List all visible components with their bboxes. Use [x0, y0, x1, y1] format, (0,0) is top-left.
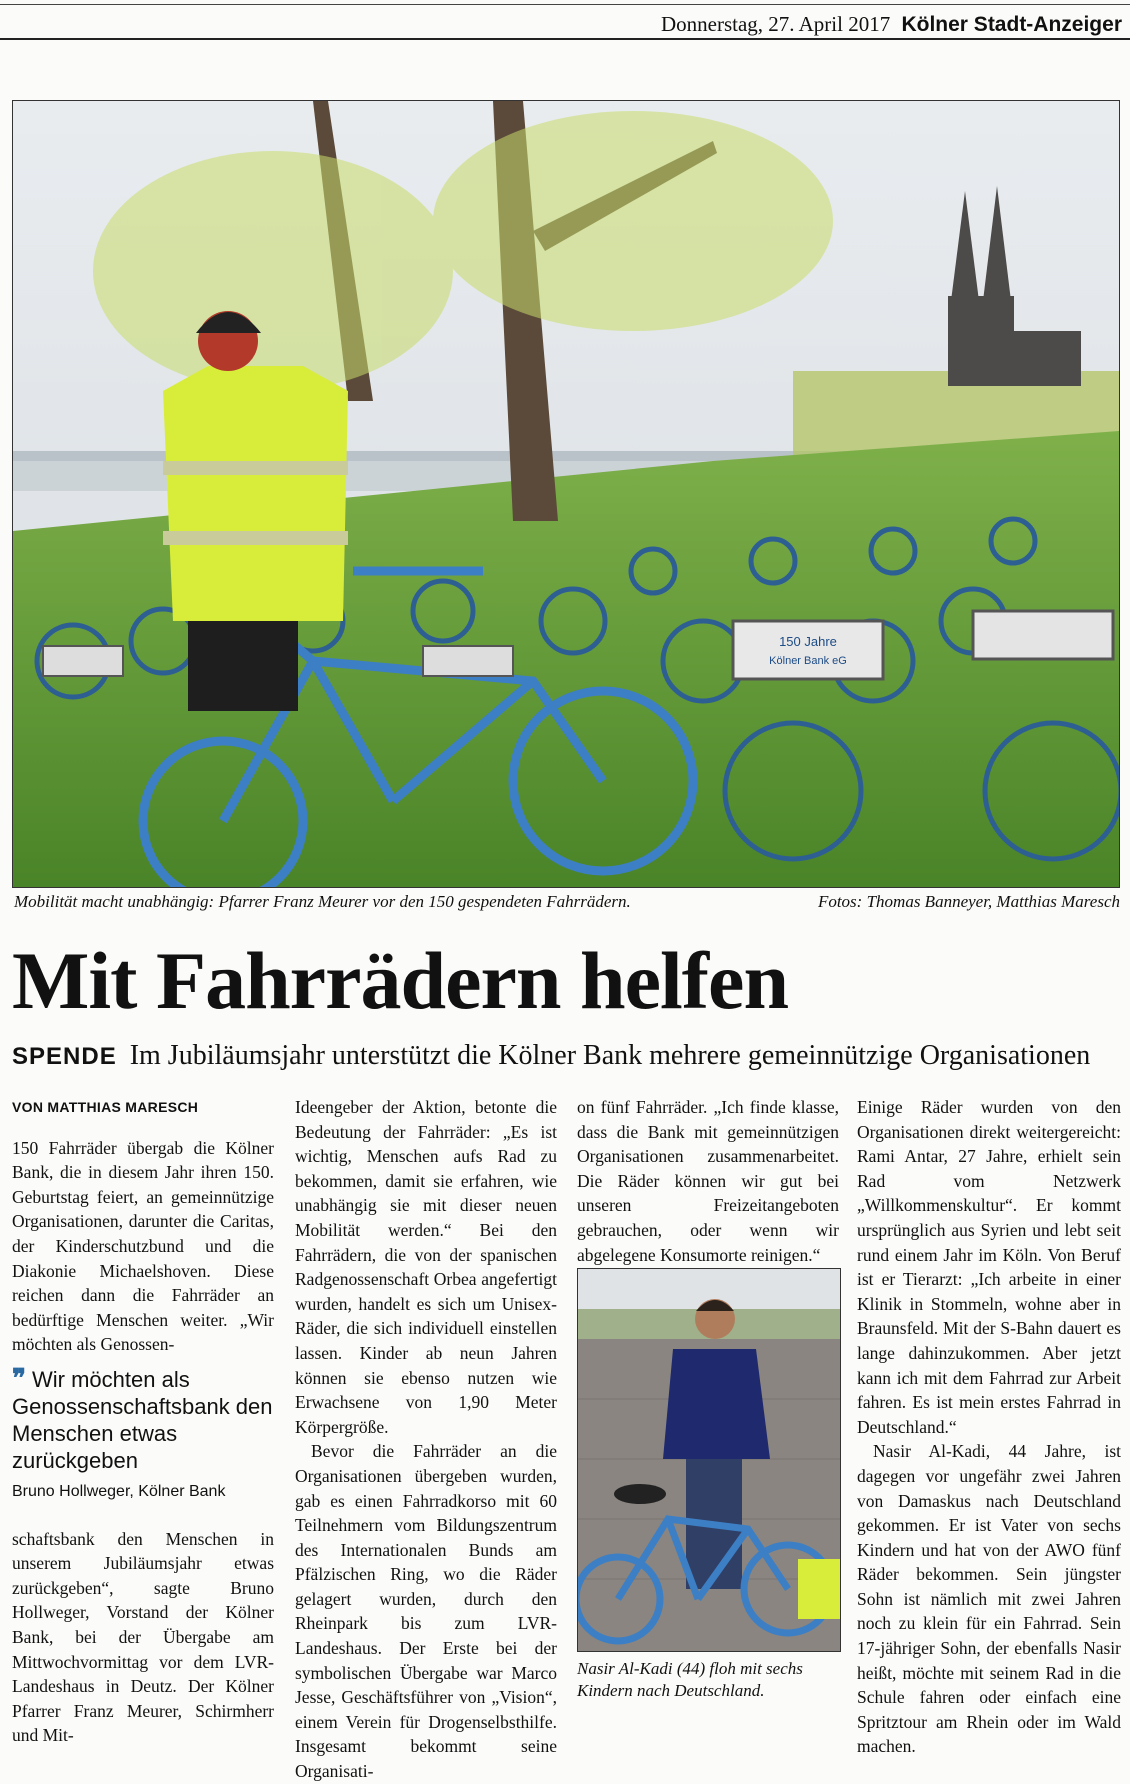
banner-line-2: Kölner Bank eG [769, 655, 847, 667]
paragraph: Ideengeber der Aktion, betonte die Bedeutung der Fahrräder: „Es ist wichtig, Menschen aufs Rad zu bekommen, damit sie erfahren, wie unabhängig sie mit dieser neuen Mobilität werden.“ Bei den Fahrrädern, die von der spanischen Radgenossenschaft Orbea angefertigt wurden, handelt es sich um Unisex-Räder, die sich individuell einstellen lassen. Kinder ab neun Jahren können sie ebenso nutzen wie Erwachsene von 1,90 Meter Körpergröße. [295, 1097, 557, 1437]
article-headline: Mit Fahrrädern helfen [12, 935, 789, 1026]
paragraph: Einige Räder wurden von den Organisationen direkt weitergereicht: Rami Antar, 27 Jahre, erhielt sein Rad vom Netzwerk „Willkommenskultur“. Er kommt ursprünglich aus Syrien und lebt seit rund einem Jahr im Köln. Von Beruf ist er Tierarzt: „Ich arbeite in einer Klinik in Stommeln, wohne aber in Braunsfeld. Mit der S-Bahn dauert es lange dahinzukommen. Aber jetzt kann ich mit dem Fahrrad zur Arbeit fahren. Es ist mein erstes Fahrrad in Deutschland.“ [857, 1097, 1121, 1437]
subheadline-text: Im Jubiläumsjahr unterstützt die Kölner Bank mehrere gemeinnützige Organisationen [129, 1040, 1091, 1071]
byline: VON MATTHIAS MARESCH [12, 1099, 199, 1115]
page-header [661, 12, 1122, 37]
pull-quote [12, 1362, 274, 1474]
paragraph: schaftsbank den Menschen in unserem Jubiläumsjahr etwas zurückgeben“, sagte Bruno Hollweger, Vorstand der Kölner Bank, bei der Übergabe am Mittwochvormittag vor dem LVR-Landeshaus in Deutz. Der Kölner Pfarrer Franz Meurer, Schirmherr und Mit- [12, 1528, 274, 1746]
article-column-1 [12, 1095, 274, 1748]
paragraph: on fünf Fahrräder. „Ich finde klasse, dass die Bank mit gemeinnützigen Organisationen zusammenarbeitet. Die Räder können wir gut bei unseren Freizeitangeboten gebrauchen, oder wenn wir abgelegene Konsumorte reinigen.“ [577, 1097, 839, 1265]
top-rule [0, 4, 1130, 5]
article-column-3 [577, 1095, 839, 1267]
newspaper-name: Kölner Stadt-Anzeiger [901, 13, 1122, 36]
kicker: SPENDE [12, 1043, 117, 1070]
quote-mark-icon: ❞ [12, 1362, 26, 1393]
pull-quote-text: Wir möchten als Genossenschaftsbank den Menschen etwas zurückgeben [12, 1366, 273, 1473]
main-photo [12, 100, 1120, 888]
bike-basket [733, 621, 883, 679]
article-column-4 [857, 1095, 1121, 1759]
paragraph: Nasir Al-Kadi, 44 Jahre, ist dagegen vor ungefähr zwei Jahren von Damaskus nach Deutschland gekommen. Er ist Vater von sechs Kindern und hat von der AWO fünf Räder bekommen. Sein jüngster Sohn ist nämlich mit zwei Jahren noch zu klein für ein Fahrrad. Sein 17-jähriger Sohn, der ebenfalls Nasir heißt, möchte mit seinem Rad in die Schule fahren oder einfach eine Spritztour am Rhein oder im Wald machen. [857, 1441, 1121, 1757]
issue-date: Donnerstag, 27. April 2017 [660, 12, 891, 36]
paragraph: Bevor die Fahrräder an die Organisationen übergeben wurden, gab es einen Fahrradkorso mit 60 Teilnehmern vom Bildungszentrum des Internationalen Bunds am Pfälzischen Ring, wo die Räder gelagert wurden, durch den Rheinpark bis zum LVR-Landeshaus. Der Erste bei der symbolischen Übergabe war Marco Jesse, Geschäftsführer von „Vision“, einem Verein für Drogenselbsthilfe. Insgesamt bekommt seine Organisati- [295, 1441, 557, 1782]
paragraph: 150 Fahrräder übergab die Kölner Bank, die in diesem Jahr ihren 150. Geburtstag feiert, an gemeinnützige Organisationen, darunter die Caritas, der Kinderschutzbund und die Diakonie Michaelshoven. Diese reichen dann die Fahrräder an bedürftige Menschen weiter. „Wir möchten als Genossen- [12, 1137, 274, 1355]
header-rule [0, 38, 1130, 40]
main-photo-caption: Mobilität macht unabhängig: Pfarrer Franz Meurer vor den 150 gespendeten Fahrrädern. [14, 892, 631, 911]
small-photo-caption: Nasir Al-Kadi (44) floh mit sechs Kindern nach Deutschland. [577, 1659, 803, 1700]
article-subheadline [12, 1040, 1090, 1072]
banner-line-1: 150 Jahre [779, 634, 837, 649]
photo-credit: Fotos: Thomas Banneyer, Matthias Maresch [817, 892, 1120, 911]
small-photo [577, 1268, 841, 1652]
article-column-2 [295, 1095, 557, 1784]
pull-quote-source: Bruno Hollweger, Kölner Bank [12, 1482, 226, 1500]
